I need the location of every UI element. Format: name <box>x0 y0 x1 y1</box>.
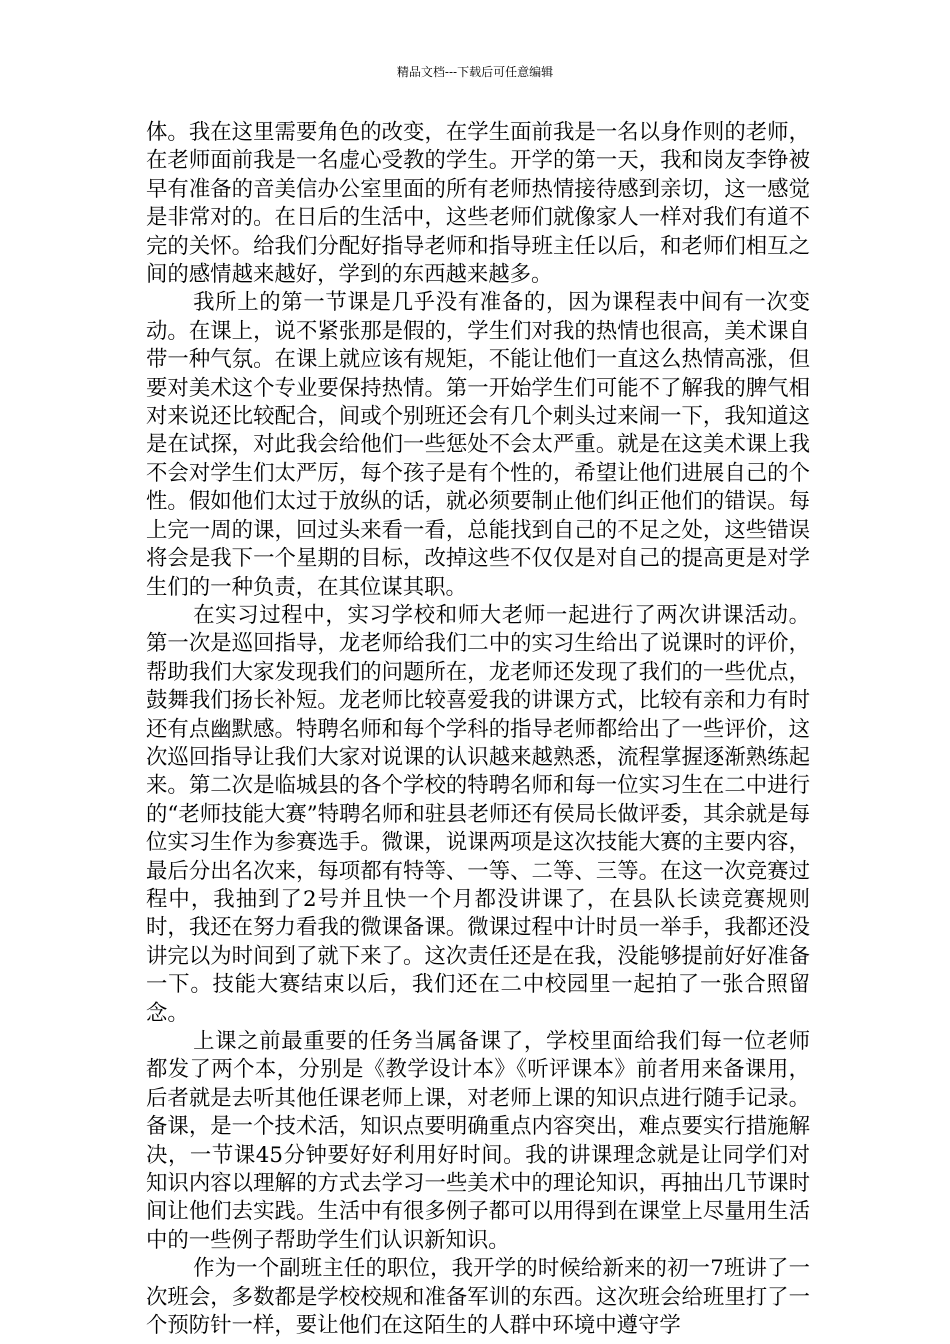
paragraph-1: 体。我在这里需要角色的改变，在学生面前我是一名以身作则的老师，在老师面前我是一名虚心受教的学生。开学的第一天，我和岗友李铮被早有准备的音美信办公室里面的所有老师热情接待感到亲切，这一感觉是非常对的。在日后的生活中，这些老师们就像家人一样对我们有道不完的关怀。给我们分配好指导老师和指导班主任以后，和老师们相互之间的感情越来越好，学到的东西越来越多。 <box>146 120 810 288</box>
document-body <box>146 119 810 1340</box>
paragraph-2: 我所上的第一节课是几乎没有准备的，因为课程表中间有一次变动。在课上，说不紧张那是假的，学生们对我的热情也很高，美术课自带一种气氛。在课上就应该有规矩，不能让他们一直这么热情高涨，但要对美术这个专业要保持热情。第一开始学生们可能不了解我的脾气相对来说还比较配合，间或个别班还会有几个刺头过来闹一下，我知道这是在试探，对此我会给他们一些惩处不会太严重。就是在这美术课上我不会对学生们太严厉，每个孩子是有个性的，希望让他们进展自己的个性。假如他们太过于放纵的话，就必须要制止他们纠正他们的错误。每上完一周的课，回过头来看一看，总能找到自己的不足之处，这些错误将会是我下一个星期的目标，改掉这些不仅仅是对自己的提高更是对学生们的一种负责，在其位谋其职。 <box>146 290 810 600</box>
page-header: 精品文档---下载后可任意编辑 <box>396 65 554 79</box>
paragraph-4: 上课之前最重要的任务当属备课了，学校里面给我们每一位老师都发了两个本，分别是《教学设计本》《听评课本》前者用来备课用，后者就是去听其他任课老师上课，对老师上课的知识点进行随手记录。备课，是一个技术活，知识点要明确重点内容突出，难点要实行措施解决，一节课45分钟要好好利用好时间。我的讲课理念就是让同学们对知识内容以理解的方式去学习一些美术中的理论知识，再抽出几节课时间让他们去实践。生活中有很多例子都可以用得到在课堂上尽量用生活中的一些例子帮助学生们认识新知识。 <box>146 1029 810 1253</box>
paragraph-5: 作为一个副班主任的职位，我开学的时候给新来的初一7班讲了一次班会，多数都是学校校规和准备军训的东西。这次班会给班里打了一个预防针一样，要让他们在这陌生的人群中环境中遵守学 <box>146 1256 810 1339</box>
paragraph-3: 在实习过程中，实习学校和师大老师一起进行了两次讲课活动。第一次是巡回指导，龙老师给我们二中的实习生给出了说课时的评价，帮助我们大家发现我们的问题所在，龙老师还发现了我们的一些优点，鼓舞我们扬长补短。龙老师比较喜爱我的讲课方式，比较有亲和力有时还有点幽默感。特聘名师和每个学科的指导老师都给出了一些评价，这次巡回指导让我们大家对说课的认识越来越熟悉，流程掌握逐渐熟练起来。第二次是临城县的各个学校的特聘名师和每一位实习生在二中进行的“老师技能大赛”特聘名师和驻县老师还有侯局长做评委，其余就是每位实习生作为参赛选手。微课，说课两项是这次技能大赛的主要内容，最后分出名次来，每项都有特等、一等、二等、三等。在这一次竞赛过程中，我抽到了2号并且快一个月都没讲课了，在县队长读竞赛规则时，我还在努力看我的微课备课。微课过程中计时员一举手，我都还没讲完以为时间到了就下来了。这次责任还是在我，没能够提前好好准备一下。技能大赛结束以后，我们还在二中校园里一起拍了一张合照留念。 <box>146 602 810 1026</box>
